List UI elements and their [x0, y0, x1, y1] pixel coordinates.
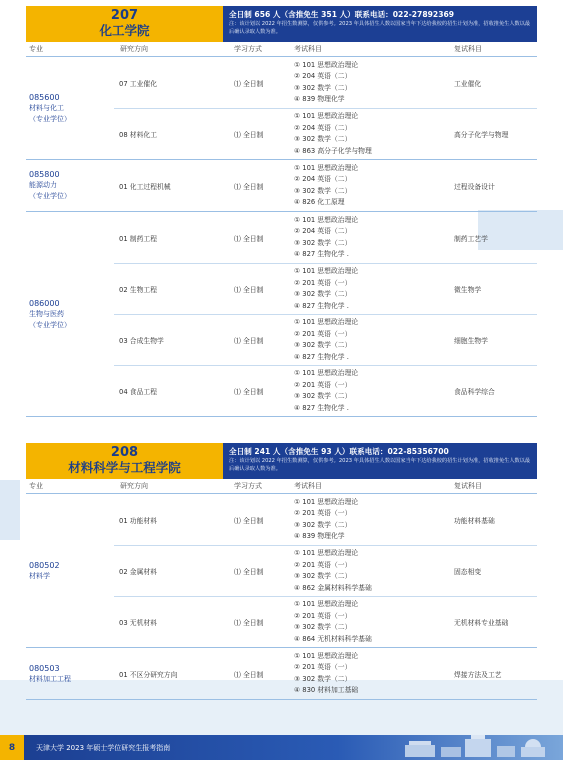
exam-subjects — [286, 266, 444, 312]
exam-subjects — [286, 548, 444, 594]
subject: ① 101 思想政治理论 — [294, 369, 359, 377]
major-label — [26, 160, 114, 211]
subject: ④ 863 高分子化学与物理 — [294, 146, 372, 155]
study-mode: ⑴ 全日制 — [234, 670, 264, 679]
retest-subject: 工业催化 — [454, 79, 482, 88]
major-name: 生物与医药 — [29, 309, 64, 318]
section-207 — [26, 6, 537, 417]
subject: ④ 839 物理化学 — [294, 532, 345, 540]
section-header — [26, 443, 537, 479]
direction: 03 无机材料 — [119, 619, 157, 627]
enrollment-info: 全日制 656 人（含推免生 351 人）联系电话：022-27892369 — [229, 10, 455, 19]
column-header-row — [26, 42, 537, 57]
column-direction: 研究方向 — [120, 482, 148, 490]
major-label — [26, 648, 114, 699]
direction: 08 材料化工 — [119, 131, 157, 139]
section-208 — [26, 443, 537, 700]
direction: 02 金属材料 — [119, 568, 157, 576]
subject: ③ 302 数学（二） — [294, 392, 352, 400]
subject: ④ 826 化工原理 — [294, 198, 345, 206]
subject: ② 201 英语（一） — [294, 278, 352, 287]
retest-subject: 制药工艺学 — [454, 234, 488, 243]
study-mode: ⑴ 全日制 — [234, 337, 264, 345]
subject: ② 204 英语（二） — [294, 175, 352, 183]
subject: ② 204 英语（二） — [294, 72, 352, 80]
major-code: 080503 — [29, 663, 60, 673]
exam-subjects — [286, 163, 444, 209]
subject: ① 101 思想政治理论 — [294, 112, 359, 120]
column-header-row — [26, 479, 537, 494]
column-major: 专业 — [29, 482, 43, 490]
subject: ② 201 英语（一） — [294, 329, 352, 338]
subject: ③ 302 数学（二） — [294, 674, 352, 683]
table-row — [114, 263, 537, 314]
table-row — [114, 108, 537, 159]
subject: ④ 827 生物化学 . — [294, 301, 349, 310]
study-mode: ⑴ 全日制 — [234, 388, 264, 396]
subject: ④ 827 生物化学 . — [294, 403, 349, 412]
major-label — [26, 57, 114, 159]
page-footer — [0, 735, 563, 760]
subject: ① 101 思想政治理论 — [294, 549, 359, 557]
subject: ② 201 英语（一） — [294, 380, 352, 389]
major-group — [26, 212, 537, 417]
table-row — [114, 212, 537, 263]
major-type: （专业学位） — [29, 320, 71, 329]
column-retest: 复试科目 — [454, 45, 482, 53]
subject: ③ 302 数学（二） — [294, 290, 352, 298]
college-badge — [26, 6, 223, 42]
study-mode: ⑴ 全日制 — [234, 182, 264, 191]
study-mode: ⑴ 全日制 — [234, 619, 264, 627]
column-subjects: 考试科目 — [294, 482, 322, 490]
retest-subject: 食品科学综合 — [454, 388, 495, 396]
major-code: 085600 — [29, 92, 60, 102]
direction: 01 制药工程 — [119, 234, 157, 243]
subject: ④ 830 材料加工基础 — [294, 686, 359, 694]
major-name: 材料学 — [29, 571, 50, 580]
enrollment-info: 全日制 241 人（含推免生 93 人）联系电话：022-85356700 — [229, 447, 449, 456]
direction: 02 生物工程 — [119, 286, 157, 294]
college-info-panel — [223, 443, 537, 479]
retest-subject: 固态相变 — [454, 568, 482, 576]
study-mode: ⑴ 全日制 — [234, 286, 264, 294]
major-group — [26, 648, 537, 700]
college-code: 207 — [110, 8, 139, 23]
retest-subject: 高分子化学与物理 — [454, 131, 509, 139]
table-row — [114, 545, 537, 596]
subject: ① 101 思想政治理论 — [294, 215, 359, 224]
subject: ④ 839 物理化学 — [294, 95, 345, 103]
subject: ③ 302 数学（二） — [294, 623, 352, 631]
subject: ④ 827 生物化学 . — [294, 250, 349, 258]
direction: 01 不区分研究方向 — [119, 670, 178, 679]
college-badge — [26, 443, 223, 479]
exam-subjects — [286, 60, 444, 106]
column-mode: 学习方式 — [234, 482, 262, 490]
subject: ① 101 思想政治理论 — [294, 651, 359, 660]
college-info-panel — [223, 6, 537, 42]
column-major: 专业 — [29, 45, 43, 53]
subject: ① 101 思想政治理论 — [294, 267, 359, 275]
table-row — [114, 57, 537, 108]
major-label — [26, 212, 114, 416]
subject: ③ 302 数学（二） — [294, 341, 352, 349]
subject: ① 101 思想政治理论 — [294, 163, 359, 172]
direction: 01 功能材料 — [119, 516, 157, 525]
enrollment-note: 注：该计划以 2022 年招生数测算，仅供参考。2023 年具体招生人数以国家当年下达给我校的招生计划为准，招收推免生人数以最后确认录取人数为准。 — [229, 458, 531, 472]
column-mode: 学习方式 — [234, 45, 262, 53]
exam-subjects — [286, 368, 444, 414]
subject: ② 204 英语（二） — [294, 123, 352, 132]
table-row — [114, 314, 537, 365]
subject: ① 101 思想政治理论 — [294, 497, 359, 506]
major-code: 085800 — [29, 170, 60, 179]
major-type: （专业学位） — [29, 114, 71, 123]
column-retest: 复试科目 — [454, 482, 482, 490]
retest-subject: 细胞生物学 — [454, 337, 488, 345]
college-code: 208 — [110, 445, 139, 460]
study-mode: ⑴ 全日制 — [234, 131, 264, 139]
study-mode: ⑴ 全日制 — [234, 516, 264, 525]
major-group — [26, 160, 537, 212]
column-direction: 研究方向 — [120, 45, 148, 53]
exam-subjects — [286, 497, 444, 543]
exam-subjects — [286, 599, 444, 645]
exam-subjects — [286, 317, 444, 363]
major-code: 080502 — [29, 560, 60, 570]
study-mode: ⑴ 全日制 — [234, 568, 264, 576]
study-mode: ⑴ 全日制 — [234, 79, 264, 88]
subject: ③ 302 数学（二） — [294, 238, 352, 247]
major-name: 能源动力 — [29, 181, 57, 189]
major-group — [26, 57, 537, 160]
subject: ① 101 思想政治理论 — [294, 600, 359, 608]
major-name: 材料加工工程 — [29, 674, 71, 683]
subject: ③ 302 数学（二） — [294, 572, 352, 580]
subject: ④ 864 无机材料科学基础 — [294, 634, 372, 643]
table-row — [114, 494, 537, 545]
column-subjects: 考试科目 — [294, 45, 322, 53]
subject: ③ 302 数学（二） — [294, 83, 352, 92]
subject: ③ 302 数学（二） — [294, 520, 352, 529]
enrollment-note: 注：该计划以 2022 年招生数测算，仅供参考。2023 年具体招生人数以国家当年下达给我校的招生计划为准，招收推免生人数以最后确认录取人数为准。 — [229, 21, 531, 35]
major-code: 086000 — [29, 298, 60, 308]
retest-subject: 无机材料专业基础 — [454, 619, 509, 627]
college-name: 材料科学与工程学院 — [68, 460, 181, 475]
major-name: 材料与化工 — [29, 103, 64, 112]
subject: ① 101 思想政治理论 — [294, 318, 359, 326]
study-mode: ⑴ 全日制 — [234, 234, 264, 243]
retest-subject: 功能材料基础 — [454, 516, 495, 525]
table-row — [114, 365, 537, 416]
table-row — [114, 596, 537, 647]
subject: ③ 302 数学（二） — [294, 135, 352, 143]
subject: ② 204 英语（二） — [294, 227, 352, 235]
campus-skyline-icon — [405, 735, 555, 757]
major-type: （专业学位） — [29, 192, 71, 200]
retest-subject: 微生物学 — [454, 286, 482, 294]
major-label — [26, 494, 114, 647]
direction: 03 合成生物学 — [119, 337, 164, 345]
page-number: 8 — [0, 735, 24, 760]
exam-subjects — [286, 651, 444, 697]
subject: ③ 302 数学（二） — [294, 186, 352, 195]
exam-subjects — [286, 111, 444, 157]
direction: 07 工业催化 — [119, 79, 157, 88]
table-row — [114, 648, 537, 699]
table-row — [114, 160, 537, 211]
background-decoration — [0, 480, 20, 540]
subject: ② 201 英语（一） — [294, 663, 352, 671]
exam-subjects — [286, 215, 444, 261]
subject: ④ 862 金属材料科学基础 — [294, 583, 372, 592]
college-name: 化工学院 — [99, 23, 150, 38]
subject: ② 201 英语（一） — [294, 611, 352, 620]
retest-subject: 过程设备设计 — [454, 182, 495, 191]
major-group — [26, 494, 537, 648]
footer-title: 天津大学 2023 年硕士学位研究生报考指南 — [36, 743, 171, 752]
subject: ② 201 英语（一） — [294, 509, 352, 517]
direction: 04 食品工程 — [119, 388, 157, 396]
subject: ② 201 英语（一） — [294, 560, 352, 569]
section-header — [26, 6, 537, 42]
subject: ④ 827 生物化学 . — [294, 352, 349, 361]
direction: 01 化工过程机械 — [119, 182, 171, 191]
subject: ① 101 思想政治理论 — [294, 60, 359, 69]
retest-subject: 焊接方法及工艺 — [454, 670, 502, 679]
